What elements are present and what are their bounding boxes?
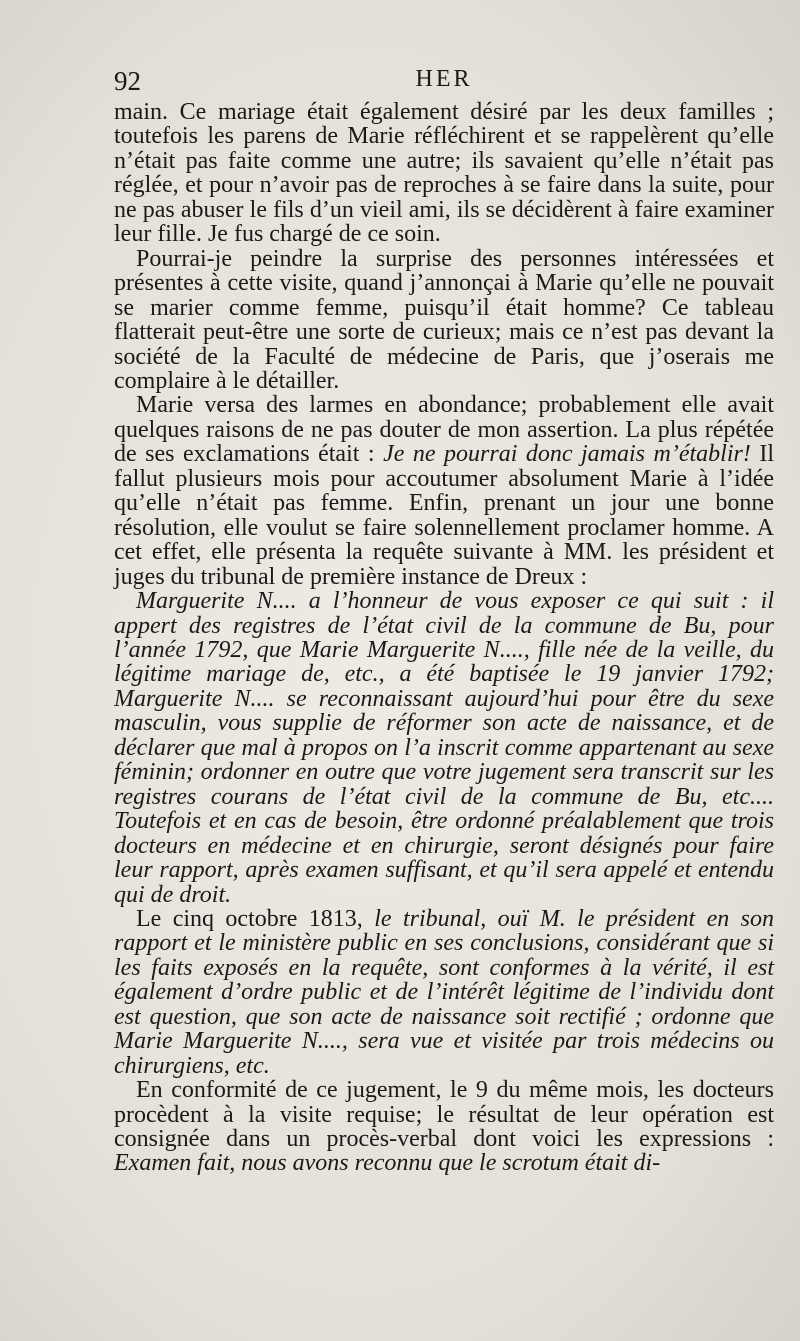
body-text — [114, 100, 774, 1176]
text-segment-italic: le tribunal, ouï M. le président en son rapport et le ministère public en ses conclusions, considérant que si les faits exposés en la requête, sont conformes à la vérité, il est également d’ordre public et de l’intérêt légitime de l’individu dont est question, que son acte de naissance soit rectifié ; ordonne que Marie Marguerite N...., sera vue et visitée par trois médecins ou chirurgiens, etc. — [114, 905, 774, 1079]
text-segment: Pourrai-je peindre la surprise des personnes intéressées et présentes à cette visite, quand j’annonçai à Marie qu’elle ne pouvait se marier comme femme, puisqu’il était homme? Ce tableau flatterait peut-être une sorte de curieux; mais ce n’est pas devant la société de la Faculté de médecine de Paris, que j’oserais me complaire à le détailler. — [114, 245, 774, 394]
paragraph-6 — [114, 1078, 774, 1176]
text-segment-italic: Marguerite N.... a l’honneur de vous exposer ce qui suit : il appert des registres de l’état civil de la commune de Bu, pour l’année 1792, que Marie Marguerite N...., fille née de la veille, du légitime mariage de, etc., a été baptisée le 19 janvier 1792; Marguerite N.... se reconnaissant aujourd’hui pour être du sexe masculin, vous supplie de réformer son acte de naissance, et de déclarer que mal à propos on l’a inscrit comme appartenant au sexe féminin; ordonner en outre que votre jugement sera transcrit sur les registres courans de l’état civil de la commune de Bu, etc.... Toutefois et en cas de besoin, être ordonné préalablement que trois docteurs en médecine et en chirurgie, seront désignés pour faire leur rapport, après examen suffisant, et qu’il sera appelé et entendu qui de droit. — [114, 588, 774, 908]
paragraph-3 — [114, 393, 774, 589]
page-number: 92 — [114, 66, 141, 96]
running-head: HER — [415, 66, 473, 92]
paragraph-5-judgment — [114, 907, 774, 1078]
text-segment: Le cinq octobre 1813, — [136, 905, 375, 932]
text-segment-italic: Je ne pourrai donc jamais m’établir! — [383, 441, 751, 468]
text-segment: main. Ce mariage était également désiré par les deux familles ; toutefois les parens de Marie réfléchirent et se rappelèrent qu’elle n’était pas faite comme une autre; ils savaient qu’elle n’était pas réglée, et pour n’avoir pas de reproches à se faire dans la suite, pour ne pas abuser le fils d’un vieil ami, ils se décidèrent à faire examiner leur fille. Je fus chargé de ce soin. — [114, 99, 774, 248]
text-segment: En conformité de ce jugement, le 9 du même mois, les docteurs procèdent à la visite requise; le résultat de leur opération est consignée dans un procès-verbal dont voici les expressions : — [114, 1077, 774, 1153]
paragraph-4-petition — [114, 589, 774, 907]
text-segment: Marie versa des larmes en abondance; probablement elle avait quelques raisons de ne pas douter de mon assertion. La plus répétée de ses exclamations était : — [114, 392, 774, 468]
text-segment: Il fallut plusieurs mois pour accoutumer absolument Marie à l’idée qu’elle n’était pas femme. Enfin, prenant un jour une bonne résolution, elle voulut se faire solennellement proclamer homme. A cet effet, elle présenta la requête suivante à MM. les président et juges du tribunal de première instance de Dreux : — [114, 441, 774, 590]
paragraph-1 — [114, 100, 774, 247]
paragraph-2 — [114, 247, 774, 394]
text-segment-italic: Examen fait, nous avons reconnu que le scrotum était di- — [114, 1150, 661, 1177]
